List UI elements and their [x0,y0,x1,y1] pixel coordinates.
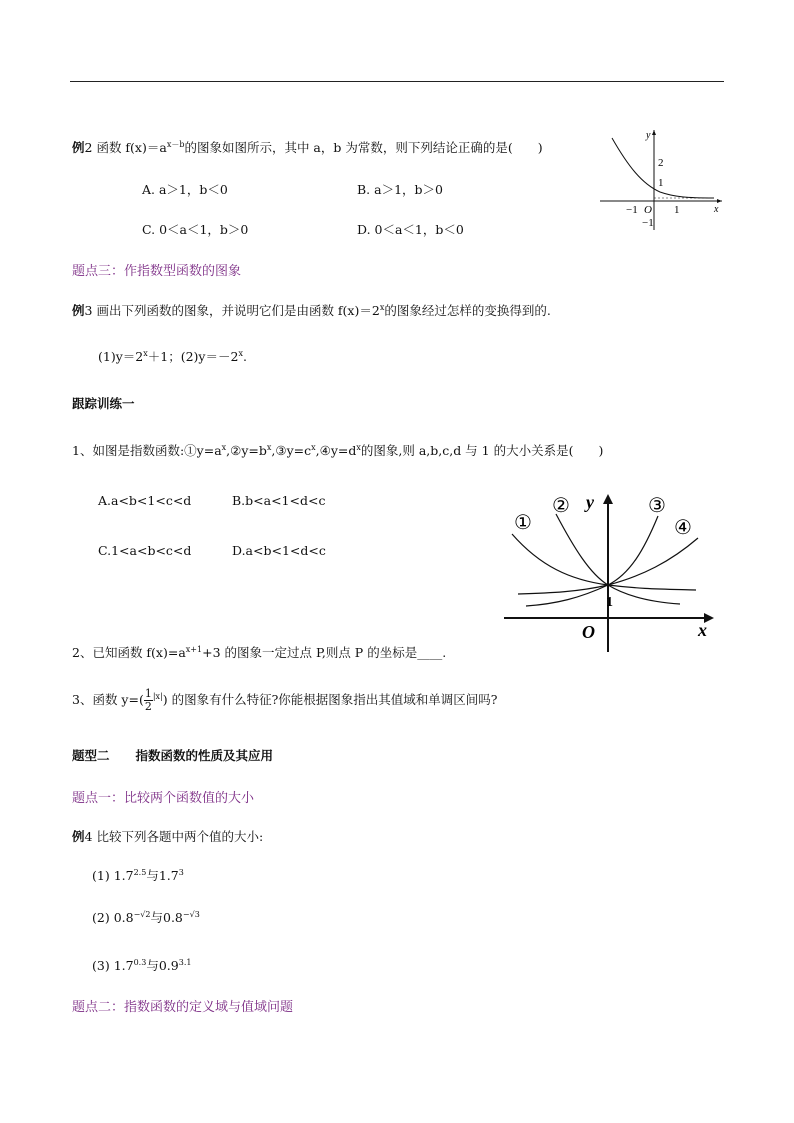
q1-stem [72,441,603,459]
example3-stem [72,301,551,319]
q3-exp: |x| [152,692,163,701]
graph-tick-1: 1 [658,177,664,189]
ex4-item3 [92,956,191,974]
graph-origin: O [644,204,652,216]
item3-b: 0.9 [158,958,179,973]
q1-option-b: B.b<a<1<d<c [232,493,326,508]
example4-text: 比较下列各题中两个值的大小: [96,829,264,844]
example2-post: 的图象如图所示，其中 a，b 为常数，则下列结论正确的是( ) [184,140,543,155]
option-a: A. a＞1，b＜0 [142,182,228,197]
q1-option-c: C.1<a<b<c<d [98,543,192,558]
example3-pre: 画出下列函数的图象，并说明它们是由函数 f(x)＝2 [96,303,380,318]
graph-x-label: x [698,620,707,640]
option-c: C. 0＜a＜1，b＞0 [142,222,249,237]
q2-end: . [442,645,447,660]
q1-exp-c: x [311,443,316,452]
q3-stem [72,688,498,713]
ex4-item2 [92,908,200,926]
item1-b: 1.7 [158,868,179,883]
example-label: 例 [72,303,85,318]
q1-exp-b: x [266,443,272,452]
section2-label: 题型二 [72,748,110,763]
item3-mid: 与 [146,958,159,973]
q2-post: +3 的图象一定过点 P,则点 P 的坐标是 [202,645,418,660]
q1-option-a: A.a<b<1<c<d [98,493,192,508]
graph-y-label: y [646,130,651,141]
example-number: 4 [84,829,93,844]
q1-option-d: D.a<b<1<d<c [232,543,326,558]
q3-num: 1 [144,687,152,700]
section2-heading [72,746,273,764]
curve-label-1: ① [514,512,532,534]
item1-mid: 与 [146,868,159,883]
curve-label-2: ② [552,495,570,517]
curve-label-4: ④ [674,517,692,539]
q3-post: ) 的图象有什么特征?你能根据图象指出其值域和单调区间吗? [162,692,498,707]
q1-text: 1、如图是指数函数:①y=a [72,443,222,458]
example2-pre: 函数 f(x)＝a [96,140,167,155]
item2-mid: 与 [150,910,163,925]
example-label: 例 [72,140,85,155]
ex4-item1 [92,866,184,884]
item1-a: 1.7 [113,868,134,883]
item2-b-exp: −√3 [182,910,200,919]
item1-b-exp: 3 [178,868,184,877]
topic1-heading: 题点一：比较两个函数值的大小 [72,791,255,806]
item3-b-exp: 3.1 [178,958,192,967]
item2-b: 0.8 [163,910,183,925]
example3-exp: x [379,303,385,312]
example2-graph [598,126,728,236]
example3-parts [98,347,247,365]
graph-x-label: x [714,204,719,215]
topic2-heading: 题点二：指数函数的定义域与值域问题 [72,1000,294,1015]
item2-a: 0.8 [113,910,134,925]
training-title: 跟踪训练一 [72,396,135,411]
item1-label: (1) [92,868,110,883]
q1-c: ,③y=c [271,443,312,458]
q3-pre: 3、函数 y=( [72,692,144,707]
example-number: 2 [84,140,93,155]
item3-label: (3) [92,958,110,973]
graph-y-label: y [586,492,594,512]
graph-tick-neg1-x: −1 [626,204,638,216]
item1-a-exp: 2.5 [133,868,147,877]
example-label: 例 [72,829,85,844]
q2-blank: ____ [417,645,443,660]
q1-d: ,④y=d [315,443,357,458]
graph-tick-1-x: 1 [674,204,680,216]
graph-tick-2: 2 [658,157,664,169]
q3-fraction [144,688,153,713]
item3-a-exp: 0.3 [133,958,147,967]
q1-exp-d: x [356,443,361,452]
q1-exp-a: x [221,443,227,452]
part2-post: . [242,349,247,364]
q2-stem [72,643,446,661]
q2-pre: 2、已知函数 f(x)=a [72,645,186,660]
option-b: B. a＞1，b＞0 [357,182,443,197]
example-number: 3 [84,303,93,318]
part1-exp: x [143,349,148,358]
part2-exp: x [238,349,243,358]
item2-label: (2) [92,910,110,925]
example4-stem [72,827,263,845]
example2-exp: x－b [166,140,185,149]
topic3-heading: 题点三：作指数型函数的图象 [72,264,242,279]
q2-exp: x+1 [185,645,203,654]
q1-graph [500,488,722,656]
graph-one: 1 [606,595,613,610]
part1-pre: (1)y＝2 [98,349,144,364]
q1-tail: 的图象,则 a,b,c,d 与 1 的大小关系是( ) [360,443,604,458]
part1-post: ＋1；(2)y＝－2 [147,349,239,364]
option-d: D. 0＜a＜1，b＜0 [357,222,464,237]
graph-tick-neg1-y: −1 [642,217,654,229]
curve-label-3: ③ [648,495,666,517]
q3-den: 2 [144,700,152,713]
item2-a-exp: −√2 [133,910,151,919]
example2-stem [72,138,543,156]
q1-b: ,②y=b [226,443,267,458]
header-rule [70,81,724,82]
item3-a: 1.7 [113,958,134,973]
graph-origin: O [582,622,595,642]
example3-post: 的图象经过怎样的变换得到的. [384,303,551,318]
section2-title: 指数函数的性质及其应用 [135,748,274,763]
